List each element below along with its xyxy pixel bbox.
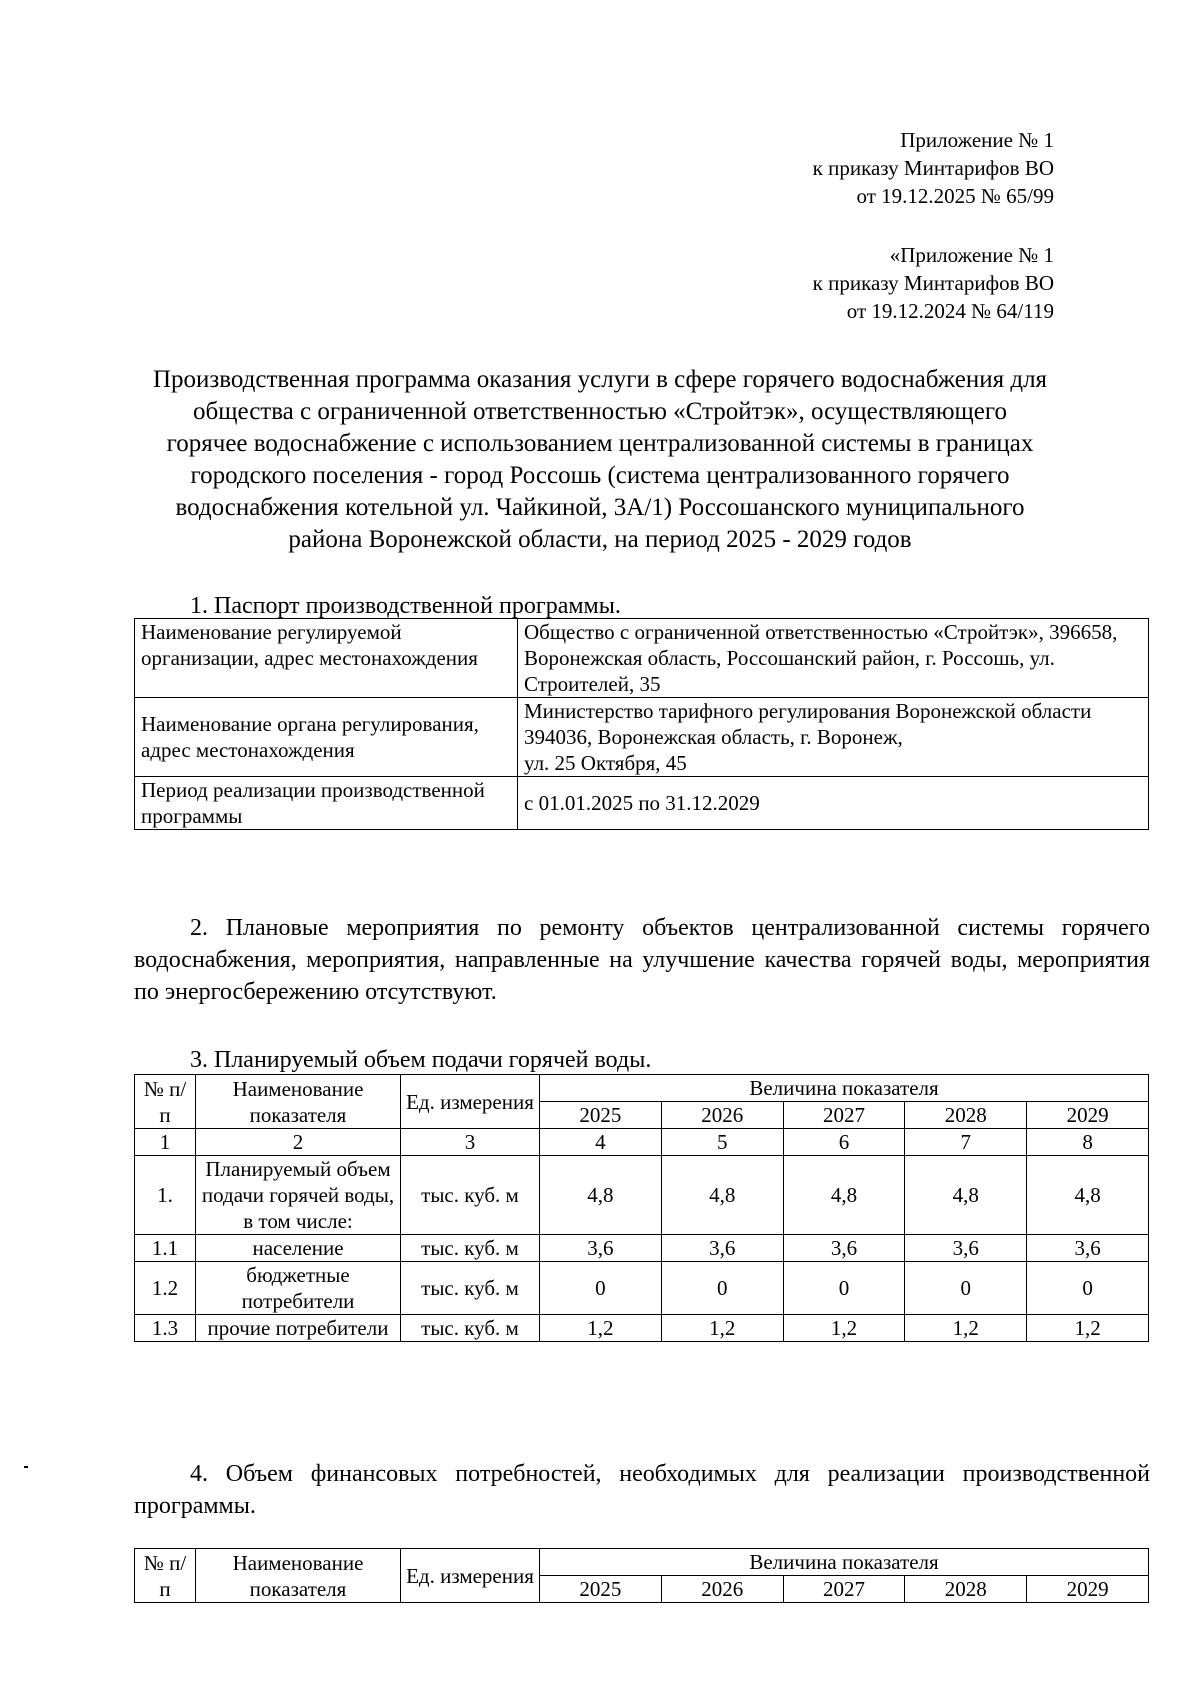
row-name: бюджетные потребители (196, 1262, 401, 1315)
row-unit: тыс. куб. м (401, 1156, 540, 1235)
passport-value: с 01.01.2025 по 31.12.2029 (518, 777, 1149, 830)
row-num: 1.3 (135, 1315, 196, 1342)
title-line-4: городского поселения - город Россошь (система централизованного горячего (190, 462, 1010, 489)
col-num-header: № п/п (135, 1075, 196, 1129)
passport-label: Период реализации производственной программы (135, 777, 518, 830)
col-value-header: Величина показателя (540, 1549, 1149, 1576)
row-value: 4,8 (540, 1156, 662, 1235)
row-value: 3,6 (905, 1235, 1027, 1262)
year-header: 2025 (540, 1102, 662, 1129)
col-index: 8 (1027, 1129, 1149, 1156)
table-header-row (135, 1549, 1149, 1576)
row-value: 4,8 (905, 1156, 1027, 1235)
finance-table (134, 1548, 1149, 1603)
row-num: 1.2 (135, 1262, 196, 1315)
appendix-new-line2: к приказу Минтарифов ВО (812, 156, 1054, 180)
row-unit: тыс. куб. м (401, 1235, 540, 1262)
year-header: 2027 (783, 1102, 905, 1129)
table-row (135, 1315, 1149, 1342)
row-value: 0 (905, 1262, 1027, 1315)
col-index: 1 (135, 1129, 196, 1156)
col-name-header: Наименование показателя (196, 1549, 401, 1603)
appendix-old-line1: «Приложение № 1 (889, 243, 1054, 267)
row-num: 1. (135, 1156, 196, 1235)
title-line-5: водоснабжения котельной ул. Чайкиной, 3А/1) Россошанского муниципального (175, 494, 1025, 521)
row-value: 4,8 (783, 1156, 905, 1235)
row-num: 1.1 (135, 1235, 196, 1262)
row-value: 0 (661, 1262, 783, 1315)
section4-heading: 4. Объем финансовых потребностей, необходимых для реализации производственной программы. (134, 1461, 1150, 1519)
col-name-header: Наименование показателя (196, 1075, 401, 1129)
year-header: 2028 (905, 1102, 1027, 1129)
col-unit-header: Ед. измерения (401, 1075, 540, 1129)
section2-text: 2. Плановые мероприятия по ремонту объектов централизованной системы горячего водоснабжения, мероприятия, направленные на улучшение качества горячей воды, мероприятия по энергосбережению отсутствуют. (134, 915, 1150, 1005)
row-value: 4,8 (1027, 1156, 1149, 1235)
table-row (135, 1129, 1149, 1156)
col-index: 2 (196, 1129, 401, 1156)
row-value: 4,8 (661, 1156, 783, 1235)
col-unit-header: Ед. измерения (401, 1549, 540, 1603)
col-index: 6 (783, 1129, 905, 1156)
volume-table (134, 1074, 1149, 1342)
row-value: 0 (1027, 1262, 1149, 1315)
title-line-6: района Воронежской области, на период 2025 - 2029 годов (288, 526, 912, 553)
section1-heading: 1. Паспорт производственной программы. (190, 593, 621, 619)
title-line-3: горячее водоснабжение с использованием централизованной системы в границах (166, 430, 1034, 457)
row-name: Планируемый объем подачи горячей воды, в том числе: (196, 1156, 401, 1235)
col-value-header: Величина показателя (540, 1075, 1149, 1102)
appendix-old-line2: к приказу Минтарифов ВО (812, 271, 1054, 295)
row-value: 3,6 (783, 1235, 905, 1262)
table-header-row (135, 1075, 1149, 1102)
table-row (135, 698, 1149, 777)
year-header: 2026 (661, 1576, 783, 1603)
section3-heading: 3. Планируемый объем подачи горячей воды. (190, 1047, 652, 1073)
title-line-1: Производственная программа оказания услуги в сфере горячего водоснабжения для (152, 366, 1048, 393)
row-unit: тыс. куб. м (401, 1262, 540, 1315)
appendix-new-line1: Приложение № 1 (900, 128, 1054, 152)
row-name: население (196, 1235, 401, 1262)
appendix-old-block (813, 241, 1054, 325)
col-index: 7 (905, 1129, 1027, 1156)
row-value: 0 (783, 1262, 905, 1315)
table-row (135, 1235, 1149, 1262)
appendix-new-line3: от 19.12.2025 № 65/99 (856, 184, 1054, 208)
passport-table (134, 618, 1149, 830)
scan-mark (24, 1466, 28, 1468)
table-row (135, 1156, 1149, 1235)
col-index: 5 (661, 1129, 783, 1156)
year-header: 2029 (1027, 1102, 1149, 1129)
col-index: 3 (401, 1129, 540, 1156)
row-value: 3,6 (1027, 1235, 1149, 1262)
year-header: 2029 (1027, 1576, 1149, 1603)
title-line-2: общества с ограниченной ответственностью «Стройтэк», осуществляющего (193, 398, 1007, 425)
table-row (135, 619, 1149, 698)
row-value: 1,2 (540, 1315, 662, 1342)
document-title (125, 364, 1075, 556)
row-value: 1,2 (783, 1315, 905, 1342)
passport-label: Наименование органа регулирования, адрес местонахождения (135, 698, 518, 777)
year-header: 2028 (905, 1576, 1027, 1603)
appendix-new-block (813, 126, 1054, 210)
passport-value (518, 698, 1149, 777)
row-value: 1,2 (905, 1315, 1027, 1342)
passport-label: Наименование регулируемой организации, адрес местонахождения (135, 619, 518, 698)
year-header: 2026 (661, 1102, 783, 1129)
col-index: 4 (540, 1129, 662, 1156)
row-value: 3,6 (540, 1235, 662, 1262)
row-value: 3,6 (661, 1235, 783, 1262)
passport-value-line: 394036, Воронежская область, г. Воронеж, (524, 725, 903, 749)
passport-value: Общество с ограниченной ответственностью «Стройтэк», 396658, Воронежская область, Россошанский район, г. Россошь, ул. Строителей, 35 (518, 619, 1149, 698)
row-value: 1,2 (1027, 1315, 1149, 1342)
year-header: 2027 (783, 1576, 905, 1603)
year-header: 2025 (540, 1576, 662, 1603)
table-row (135, 777, 1149, 830)
row-value: 1,2 (661, 1315, 783, 1342)
passport-value-line: Министерство тарифного регулирования Воронежской области (524, 699, 1092, 723)
table-row (135, 1262, 1149, 1315)
passport-value-line: ул. 25 Октября, 45 (524, 751, 687, 775)
section4-paragraph (134, 1458, 1150, 1522)
row-value: 0 (540, 1262, 662, 1315)
row-unit: тыс. куб. м (401, 1315, 540, 1342)
col-num-header: № п/п (135, 1549, 196, 1603)
section2-paragraph (134, 912, 1150, 1008)
appendix-old-line3: от 19.12.2024 № 64/119 (846, 299, 1054, 323)
row-name: прочие потребители (196, 1315, 401, 1342)
